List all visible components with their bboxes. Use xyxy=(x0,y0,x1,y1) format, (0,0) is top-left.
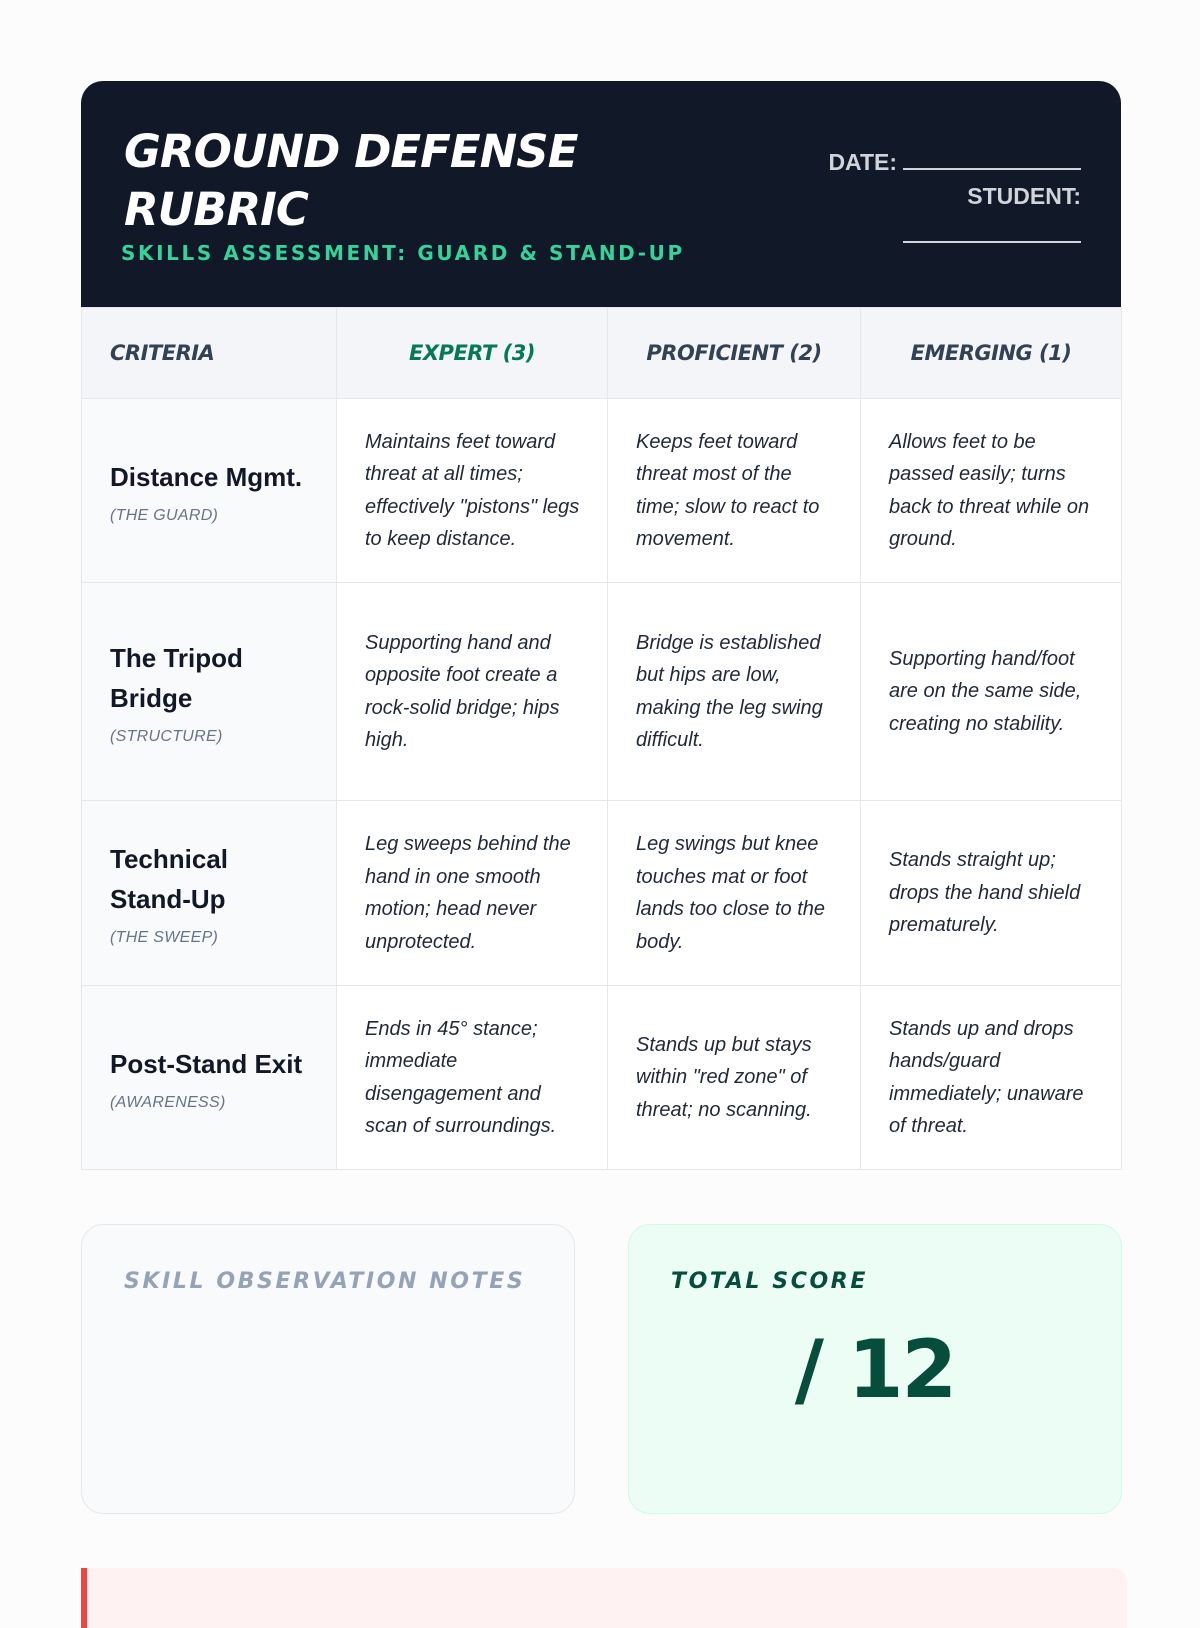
emerging-descriptor: Stands straight up; drops the hand shield prematurely. xyxy=(861,801,1122,986)
date-field[interactable] xyxy=(903,148,1081,170)
proficient-descriptor: Bridge is established but hips are low, making the leg swing difficult. xyxy=(608,583,861,801)
criteria-tag: (STRUCTURE) xyxy=(110,727,223,745)
criteria-tag: (AWARENESS) xyxy=(110,1093,226,1111)
table-row xyxy=(82,583,1122,801)
date-row xyxy=(821,145,1081,179)
rubric-sheet xyxy=(81,81,1121,1170)
column-header-proficient: PROFICIENT (2) xyxy=(608,308,861,399)
criteria-name: Post-Stand Exit xyxy=(110,1048,303,1079)
page-title: GROUND DEFENSE RUBRIC xyxy=(124,125,578,236)
page-subtitle: SKILLS ASSESSMENT: GUARD & STAND-UP xyxy=(121,241,685,265)
total-score-box xyxy=(628,1224,1122,1514)
expert-descriptor: Supporting hand and opposite foot create a rock-solid bridge; hips high. xyxy=(337,583,608,801)
column-header-criteria: CRITERIA xyxy=(82,308,337,399)
criteria-name: Technical Stand-Up xyxy=(110,844,229,914)
header-meta xyxy=(821,145,1081,243)
criteria-tag: (THE GUARD) xyxy=(110,506,219,524)
observation-notes-box[interactable] xyxy=(81,1224,575,1514)
criteria-cell xyxy=(82,399,337,583)
criteria-cell xyxy=(82,801,337,986)
notes-title: SKILL OBSERVATION NOTES xyxy=(124,1269,526,1294)
column-header-emerging: EMERGING (1) xyxy=(861,308,1122,399)
student-field[interactable] xyxy=(903,213,1081,243)
proficient-descriptor: Stands up but stays within "red zone" of threat; no scanning. xyxy=(608,986,861,1170)
table-row xyxy=(82,986,1122,1170)
score-value[interactable]: / 12 xyxy=(794,1323,956,1416)
emerging-descriptor: Allows feet to be passed easily; turns back to threat while on ground. xyxy=(861,399,1122,583)
student-label: STUDENT: xyxy=(967,183,1081,209)
emerging-descriptor: Supporting hand/foot are on the same side, creating no stability. xyxy=(861,583,1122,801)
emerging-descriptor: Stands up and drops hands/guard immediately; unaware of threat. xyxy=(861,986,1122,1170)
score-title: TOTAL SCORE xyxy=(671,1269,868,1294)
expert-descriptor: Leg sweeps behind the hand in one smooth motion; head never unprotected. xyxy=(337,801,608,986)
rubric-header xyxy=(81,81,1121,307)
expert-descriptor: Ends in 45° stance; immediate disengagement and scan of surroundings. xyxy=(337,986,608,1170)
proficient-descriptor: Leg swings but knee touches mat or foot lands too close to the body. xyxy=(608,801,861,986)
criteria-name: The Tripod Bridge xyxy=(110,642,243,713)
criteria-tag: (THE SWEEP) xyxy=(110,929,219,946)
rubric-table xyxy=(81,307,1122,1170)
table-header-row xyxy=(82,308,1122,399)
safety-violation-banner xyxy=(81,1568,1127,1628)
bottom-panels xyxy=(81,1224,1121,1514)
proficient-descriptor: Keeps feet toward threat most of the time; slow to react to movement. xyxy=(608,399,861,583)
criteria-cell xyxy=(82,986,337,1170)
expert-descriptor: Maintains feet toward threat at all times; effectively "pistons" legs to keep distance. xyxy=(337,399,608,583)
table-row xyxy=(82,801,1122,986)
criteria-cell xyxy=(82,583,337,801)
column-header-expert: EXPERT (3) xyxy=(337,308,608,399)
date-label: DATE: xyxy=(828,149,897,175)
table-row xyxy=(82,399,1122,583)
criteria-name: Distance Mgmt. xyxy=(110,461,303,492)
